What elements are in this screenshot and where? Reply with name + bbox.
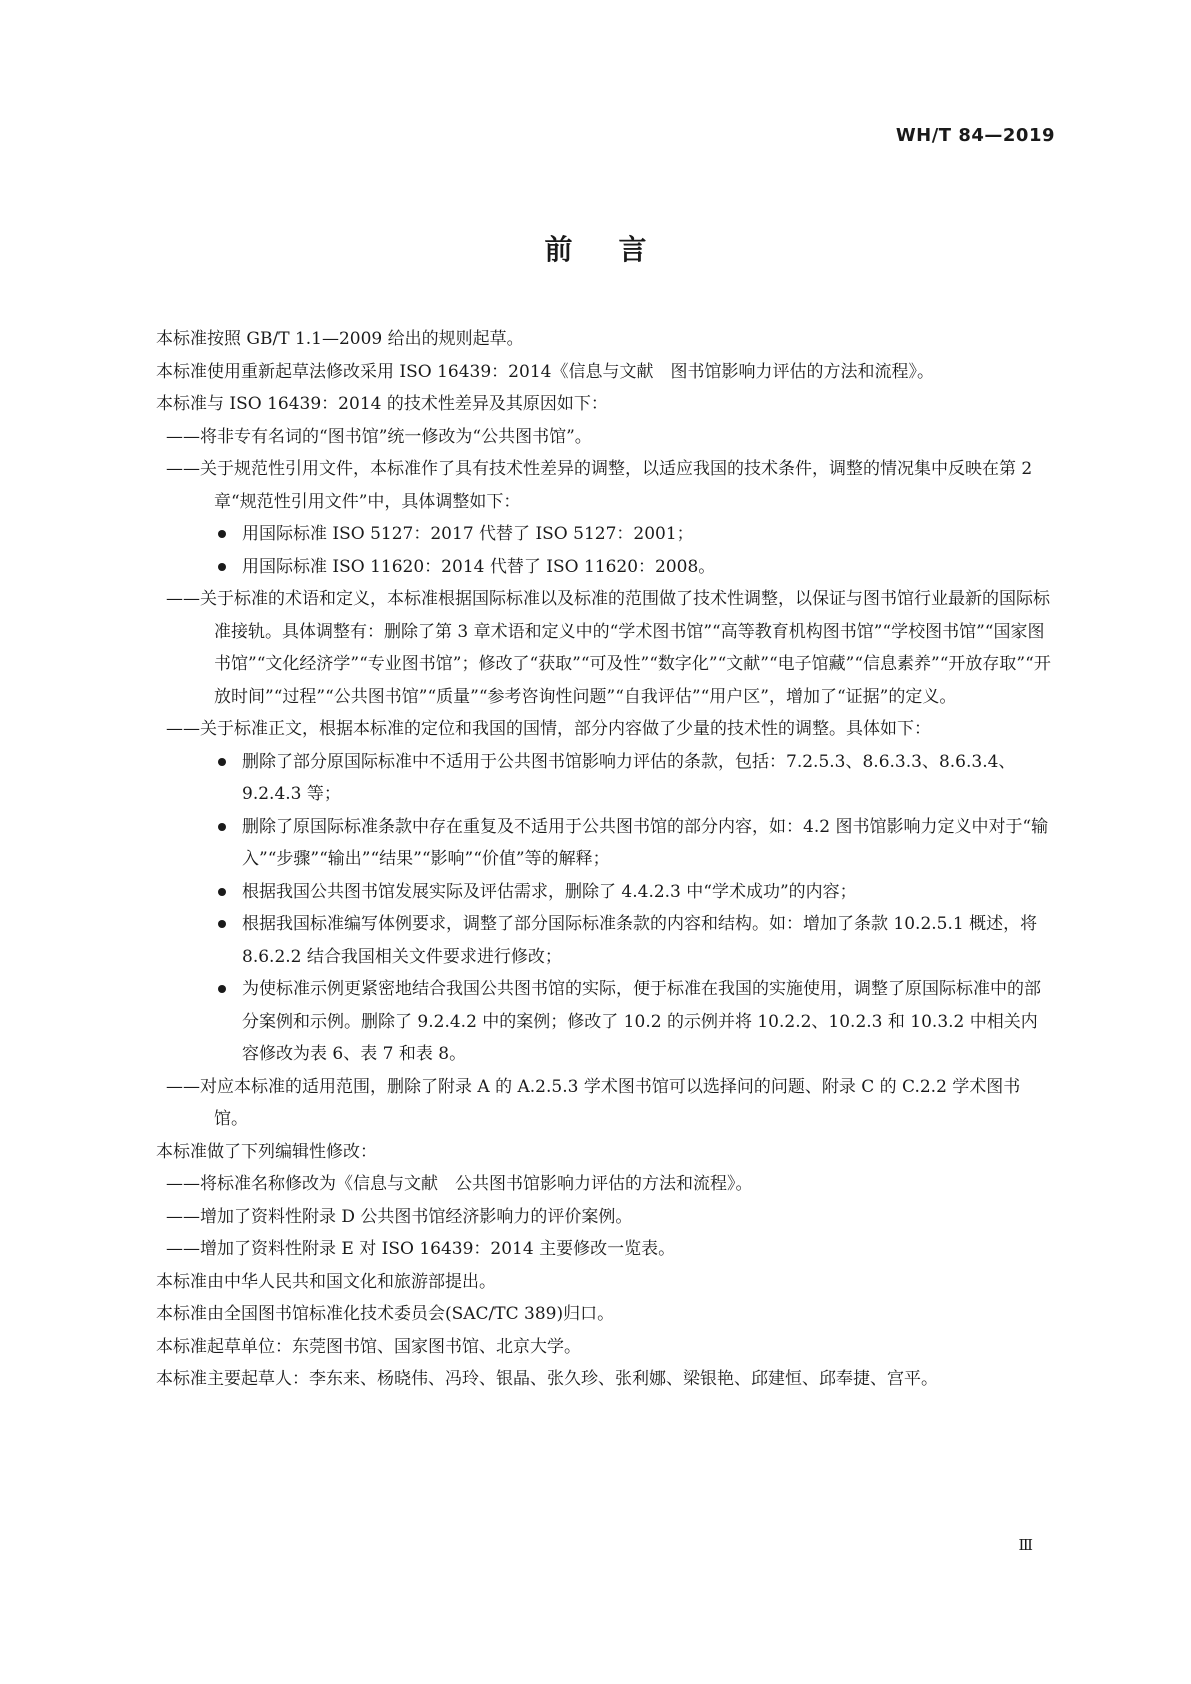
bullet-item (122, 551, 1054, 584)
bullet-icon (218, 823, 226, 831)
bullet-icon (218, 530, 226, 538)
paragraph: 本标准使用重新起草法修改采用 ISO 16439：2014《信息与文献 图书馆影响力评估的方法和流程》。 (156, 361, 934, 382)
dash-item: ——对应本标准的适用范围，删除了附录 A 的 A.2.5.3 学术图书馆可以选择问的问题、附录 C 的 C.2.2 学术图书馆。 (166, 1076, 1021, 1129)
dash-item: ——增加了资料性附录 D 公共图书馆经济影响力的评价案例。 (166, 1206, 633, 1227)
dash-item: ——关于标准正文，根据本标准的定位和我国的国情，部分内容做了少量的技术性的调整。具体如下： (166, 719, 931, 739)
bullet-item (122, 908, 1054, 973)
bullet-icon (218, 985, 226, 993)
bullet-icon (218, 888, 226, 896)
bullet-item (122, 811, 1054, 876)
dash-item: ——将非专有名词的“图书馆”统一修改为“公共图书馆”。 (166, 426, 592, 447)
bullet-text: 根据我国标准编写体例要求，调整了部分国际标准条款的内容和结构。如：增加了条款 10.2.5.1 概述，将 8.6.2.2 结合我国相关文件要求进行修改； (242, 914, 1038, 967)
bullet-text: 删除了部分原国际标准中不适用于公共图书馆影响力评估的条款，包括：7.2.5.3、8.6.3.3、8.6.3.4、9.2.4.3 等； (242, 751, 1016, 804)
paragraph: 本标准由中华人民共和国文化和旅游部提出。 (156, 1271, 496, 1292)
page-number: Ⅲ (1018, 1536, 1033, 1554)
bullet-item (122, 518, 1054, 551)
bullet-icon (218, 920, 226, 928)
bullet-item (122, 973, 1054, 1071)
standard-code: WH/T 84—2019 (895, 125, 1055, 146)
foreword-body (122, 323, 1054, 1396)
paragraph: 本标准做了下列编辑性修改： (156, 1141, 377, 1162)
paragraph: 本标准起草单位：东莞图书馆、国家图书馆、北京大学。 (156, 1336, 581, 1357)
bullet-text: 删除了原国际标准条款中存在重复及不适用于公共图书馆的部分内容，如：4.2 图书馆影响力定义中对于“输入”“步骤”“输出”“结果”“影响”“价值”等的解释； (242, 816, 1049, 869)
bullet-item (122, 746, 1054, 811)
bullet-item (122, 876, 1054, 909)
bullet-text: 用国际标准 ISO 11620：2014 代替了 ISO 11620：2008。 (242, 556, 716, 577)
dash-item: ——关于标准的术语和定义，本标准根据国际标准以及标准的范围做了技术性调整，以保证与图书馆行业最新的国际标准接轨。具体调整有：删除了第 3 章术语和定义中的“学术图书馆”“高等教育机构图书馆”“学校图书馆”“国家图书馆”“文化经济学”“专业图书馆”；修改了“获取”“可及性”“数字化”“文献”“电子馆藏”“信息素养”“开放存取”“开放时间”“过程”“公共图书馆”“质量”“参考咨询性问题”“自我评估”“用户区”，增加了“证据”的定义。 (166, 589, 1051, 707)
bullet-text: 为使标准示例更紧密地结合我国公共图书馆的实际，便于标准在我国的实施使用，调整了原国际标准中的部分案例和示例。删除了 9.2.4.2 中的案例；修改了 10.2 的示例并将 10.2.2、10.2.3 和 10.3.2 中相关内容修改为表 6、表 7 和表 8。 (242, 979, 1041, 1064)
bullet-text: 根据我国公共图书馆发展实际及评估需求，删除了 4.4.2.3 中“学术成功”的内容； (242, 881, 857, 902)
bullet-icon (218, 563, 226, 571)
dash-item: ——增加了资料性附录 E 对 ISO 16439：2014 主要修改一览表。 (166, 1239, 676, 1259)
paragraph: 本标准按照 GB/T 1.1—2009 给出的规则起草。 (156, 329, 524, 349)
paragraph: 本标准与 ISO 16439：2014 的技术性差异及其原因如下： (156, 394, 608, 414)
dash-item: ——关于规范性引用文件，本标准作了具有技术性差异的调整，以适应我国的技术条件，调整的情况集中反映在第 2 章“规范性引用文件”中，具体调整如下： (166, 459, 1033, 512)
dash-item: ——将标准名称修改为《信息与文献 公共图书馆影响力评估的方法和流程》。 (166, 1174, 753, 1194)
page-title: 前言 (544, 233, 693, 266)
bullet-text: 用国际标准 ISO 5127：2017 代替了 ISO 5127：2001； (242, 524, 694, 544)
paragraph: 本标准主要起草人：李东来、杨晓伟、冯玲、银晶、张久珍、张利娜、梁银艳、邱建恒、邱奉捷、宫平。 (156, 1369, 938, 1389)
bullet-icon (218, 758, 226, 766)
paragraph: 本标准由全国图书馆标准化技术委员会(SAC/TC 389)归口。 (156, 1304, 615, 1324)
